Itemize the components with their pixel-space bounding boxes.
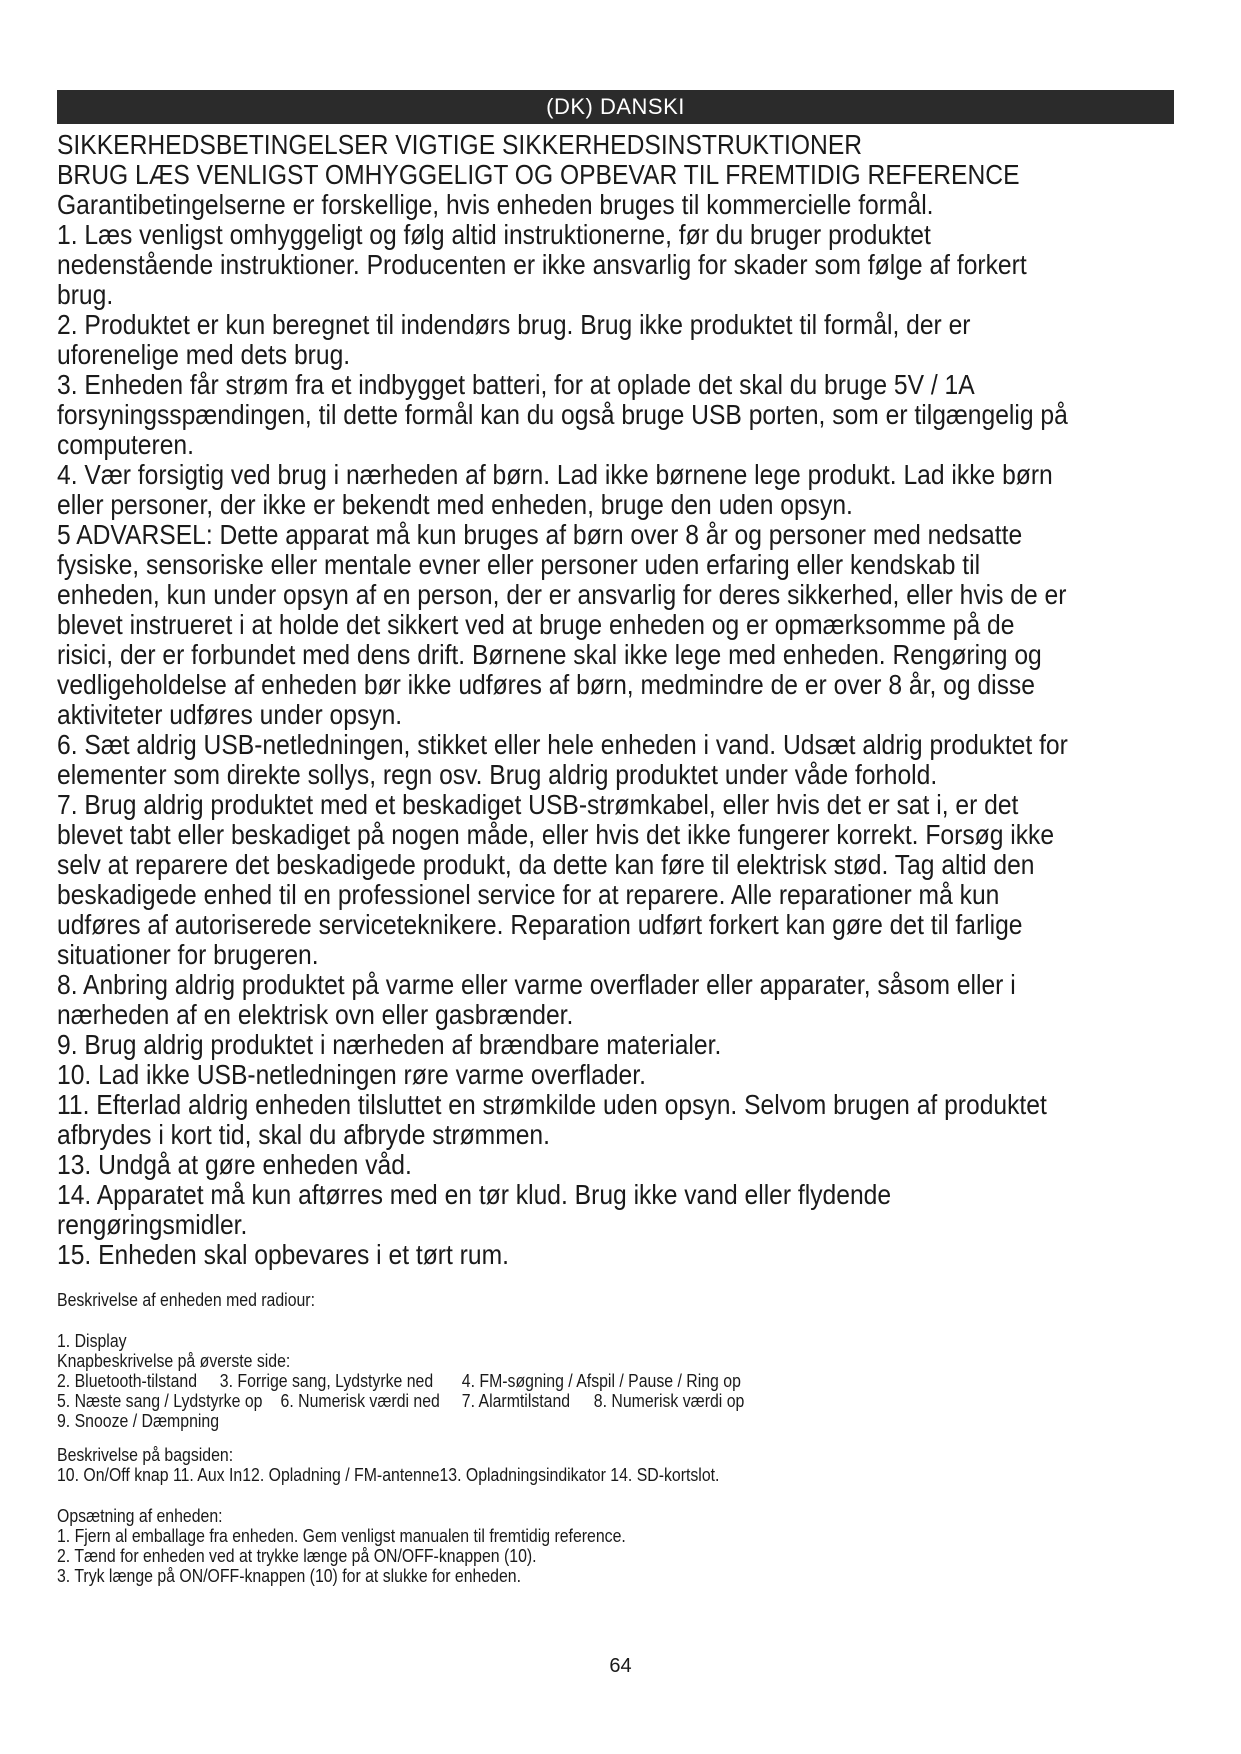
text-line: forsyningsspændingen, til dette formål kan du også bruge USB porten, som er tilgængelig på: [57, 399, 1068, 430]
button-3-label: 3. Forrige sang, Lydstyrke ned: [219, 1371, 434, 1391]
text-line: 11. Efterlad aldrig enheden tilsluttet en strømkilde uden opsyn. Selvom brugen af produktet: [57, 1089, 1047, 1120]
text-line: 15. Enheden skal opbevares i et tørt rum.: [57, 1239, 509, 1270]
text-line: 5 ADVARSEL: Dette apparat må kun bruges af børn over 8 år og personer med nedsatte: [57, 519, 1023, 550]
back-side-description: [57, 1445, 937, 1485]
text-line: brug.: [57, 279, 114, 310]
text-line: 14. Apparatet må kun aftørres med en tør klud. Brug ikke vand eller flydende: [57, 1179, 892, 1210]
heading-line: SIKKERHEDSBETINGELSER VIGTIGE SIKKERHEDSINSTRUKTIONER: [57, 129, 863, 160]
setup-step: 2. Tænd for enheden ved at trykke længe på ON/OFF-knappen (10).: [57, 1546, 537, 1566]
text-line: 10. Lad ikke USB-netledningen røre varme overflader.: [57, 1059, 646, 1090]
button-8-label: 8. Numerisk værdi op: [593, 1391, 745, 1411]
back-side-title: Beskrivelse på bagsiden:: [57, 1445, 234, 1465]
back-side-line: 10. On/Off knap 11. Aux In12. Opladning / FM-antenne13. Opladningsindikator 14. SD-kortslot.: [57, 1465, 720, 1485]
display-line: 1. Display: [57, 1331, 127, 1351]
device-description: [57, 1331, 937, 1431]
setup-title: Opsætning af enheden:: [57, 1506, 223, 1526]
text-line: eller personer, der ikke er bekendt med enheden, bruge den uden opsyn.: [57, 489, 853, 520]
text-line: blevet instrueret i at holde det sikkert ved at bruge enheden og er opmærksomme på de: [57, 609, 1015, 640]
button-2-label: 2. Bluetooth-tilstand: [57, 1371, 198, 1391]
text-line: uforenelige med dets brug.: [57, 339, 351, 370]
buttons-row-1: [57, 1371, 937, 1391]
text-line: blevet tabt eller beskadiget på nogen måde, eller hvis det ikke fungerer korrekt. Forsøg ikke: [57, 819, 1055, 850]
page-number: 64: [609, 1655, 632, 1677]
text-line: 3. Enheden får strøm fra et indbygget batteri, for at oplade det skal du bruge 5V / 1A: [57, 369, 975, 400]
text-line: nedenstående instruktioner. Producenten er ikke ansvarlig for skader som følge af forkert: [57, 249, 1027, 280]
safety-instructions: [57, 129, 1068, 1270]
text-line: 8. Anbring aldrig produktet på varme eller varme overflader eller apparater, såsom eller i: [57, 969, 1016, 1000]
text-line: 7. Brug aldrig produktet med et beskadiget USB-strømkabel, eller hvis det er sat i, er det: [57, 789, 1019, 820]
text-line: vedligeholdelse af enheden bør ikke udføres af børn, medmindre de er over 8 år, og disse: [57, 669, 1035, 700]
text-line: aktiviteter udføres under opsyn.: [57, 699, 403, 730]
text-line: nærheden af en elektrisk ovn eller gasbrænder.: [57, 999, 574, 1030]
setup-section: [57, 1506, 937, 1586]
buttons-row-2: [57, 1391, 937, 1411]
text-line: afbrydes i kort tid, skal du afbryde strømmen.: [57, 1119, 550, 1150]
button-4-label: 4. FM-søgning / Afspil / Pause / Ring op: [461, 1371, 741, 1391]
text-line: computeren.: [57, 429, 194, 460]
text-line: enheden, kun under opsyn af en person, der er ansvarlig for deres sikkerhed, eller hvis de er: [57, 579, 1067, 610]
button-5-label: 5. Næste sang / Lydstyrke op: [57, 1391, 263, 1411]
text-line: 1. Læs venligst omhyggeligt og følg altid instruktionerne, før du bruger produktet: [57, 219, 931, 250]
text-line: 4. Vær forsigtig ved brug i nærheden af børn. Lad ikke børnene lege produkt. Lad ikke børn: [57, 459, 1053, 490]
text-line: fysiske, sensoriske eller mentale evner eller personer uden erfaring eller kendskab til: [57, 549, 981, 580]
language-header: (DK) DANSKI: [57, 90, 1174, 124]
heading-line: BRUG LÆS VENLIGST OMHYGGELIGT OG OPBEVAR TIL FREMTIDIG REFERENCE: [57, 159, 1020, 190]
button-7-label: 7. Alarmtilstand: [461, 1391, 571, 1411]
text-line: selv at reparere det beskadigede produkt, da dette kan føre til elektrisk stød. Tag altid den: [57, 849, 1035, 880]
text-line: udføres af autoriserede serviceteknikere. Reparation udført forkert kan gøre det til farlige: [57, 909, 1023, 940]
device-description-title: Beskrivelse af enheden med radiour:: [57, 1290, 315, 1310]
text-line: situationer for brugeren.: [57, 939, 319, 970]
button-9-label: 9. Snooze / Dæmpning: [57, 1411, 220, 1431]
text-line: 6. Sæt aldrig USB-netledningen, stikket eller hele enheden i vand. Udsæt aldrig produktet for: [57, 729, 1068, 760]
setup-step: 3. Tryk længe på ON/OFF-knappen (10) for at slukke for enheden.: [57, 1566, 521, 1586]
text-line: elementer som direkte sollys, regn osv. Brug aldrig produktet under våde forhold.: [57, 759, 938, 790]
button-6-label: 6. Numerisk værdi ned: [280, 1391, 440, 1411]
text-line: 13. Undgå at gøre enheden våd.: [57, 1149, 412, 1180]
setup-step: 1. Fjern al emballage fra enheden. Gem venligst manualen til fremtidig reference.: [57, 1526, 626, 1546]
text-line: rengøringsmidler.: [57, 1209, 248, 1240]
text-line: 2. Produktet er kun beregnet til indendørs brug. Brug ikke produktet til formål, der er: [57, 309, 971, 340]
text-line: Garantibetingelserne er forskellige, hvis enheden bruges til kommercielle formål.: [57, 189, 934, 220]
text-line: risici, der er forbundet med dens drift. Børnene skal ikke lege med enheden. Rengøring og: [57, 639, 1042, 670]
text-line: 9. Brug aldrig produktet i nærheden af brændbare materialer.: [57, 1029, 722, 1060]
top-buttons-title: Knapbeskrivelse på øverste side:: [57, 1351, 291, 1371]
text-line: beskadigede enhed til en professionel service for at reparere. Alle reparationer må kun: [57, 879, 1000, 910]
